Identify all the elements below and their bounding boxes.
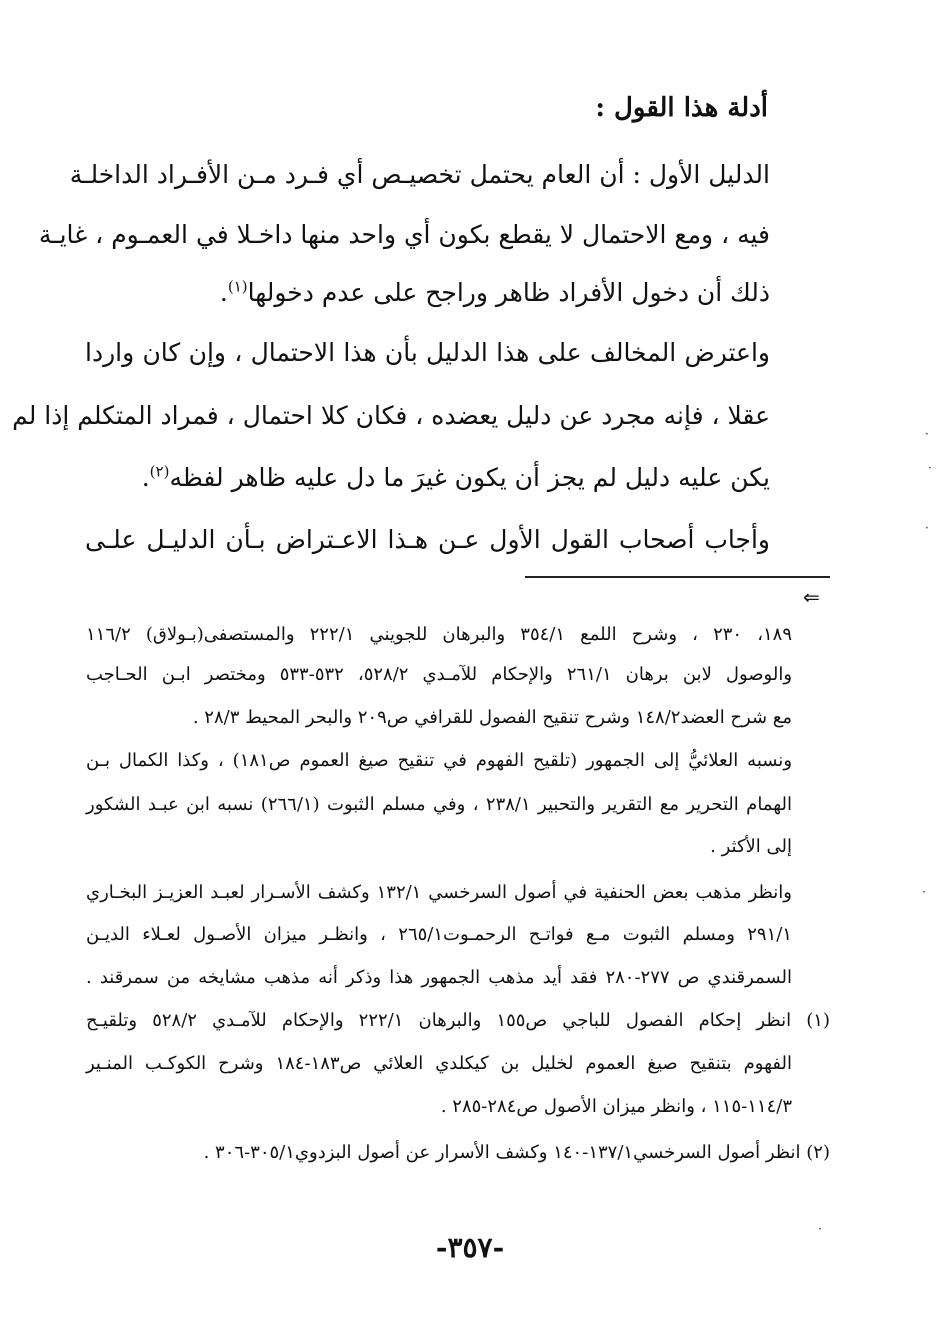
- scan-mark: ·: [818, 1222, 822, 1236]
- body-line-3-period: .: [219, 278, 228, 307]
- body-line-1: الدليل الأول : أن العام يحتمل تخصيـص أي فـرد مـن الأفـراد الداخلـة: [69, 160, 770, 189]
- footnote-line-5: الهمام التحرير مع التقرير والتحبير ٢٣٨/١ ، وفي مسلم الثبوت (٢٦٦/١) نسبه ابن عبـد الشكور: [86, 794, 792, 815]
- footnote-line-4: ونسبه العلائيُّ إلى الجمهور (تلقيح الفهوم في تنقيح صيغ العموم ص١٨١) ، وكذا الكمال بـن: [86, 750, 793, 771]
- body-line-2: فيه ، ومع الاحتمال لا يقطع بكون أي واحد منها داخـلا في العمـوم ، غايـة: [38, 220, 770, 249]
- footnote-line-9: السمرقندي ص ٢٧٧-٢٨٠ فقد أيد مذهب الجمهور هذا وذكر أنه مذهب مشايخه من سمرقند .: [86, 967, 792, 988]
- footnote-line-6: إلى الأكثر .: [710, 836, 792, 857]
- footnote-1-line-3: ١١٤/٣-١١٥ ، وانظر ميزان الأصول ص٢٨٤-٢٨٥ .: [440, 1096, 792, 1117]
- footnote-line-3: مع شرح العضد١٤٨/٢ وشرح تنقيح الفصول للقرافي ص٢٠٩ والبحر المحيط ٢٨/٣ .: [192, 707, 792, 728]
- scan-mark: ·: [922, 885, 926, 899]
- footnote-line-2: والوصول لابن برهان ٢٦١/١ والإحكام للآمـدي ٥٢٨/٢، ٥٣٢-٥٣٣ ومختصر ابـن الحـاجب: [86, 664, 793, 685]
- scan-mark: ·: [925, 427, 929, 441]
- body-line-3: [85, 273, 770, 313]
- footnote-2-line-1: (٢) انظر أصول السرخسي١٣٧/١-١٤٠ وكشف الأسرار عن أصول البزدوي٣٠٥/١-٣٠٦ .: [203, 1142, 830, 1163]
- footnote-line-8: ٢٩١/١ ومسلم الثبوت مـع فواتـح الرحمـوت٢٦٥/١ ، وانظـر ميزان الأصـول لعـلاء الديـن: [86, 924, 792, 945]
- section-heading: أدلة هذا القول :: [595, 93, 768, 123]
- body-line-4: واعترض المخالف على هذا الدليل بأن هذا الاحتمال ، وإن كان واردا: [85, 338, 770, 367]
- body-line-5: عقلا ، فإنه مجرد عن دليل يعضده ، فكان كلا احتمال ، فمراد المتكلم إذا لم: [12, 401, 770, 430]
- continuation-arrow-icon: ⇐: [803, 585, 820, 609]
- footnote-line-7: وانظر مذهب بعض الحنفية في أصول السرخسي ١٣٢/١ وكشف الأسـرار لعبـد العزيـز البخـاري: [86, 882, 792, 903]
- body-line-3-text: ذلك أن دخول الأفراد ظاهر وراجح على عدم دخولها: [247, 278, 770, 307]
- footnote-separator: [525, 576, 830, 578]
- footnote-ref-1: (١): [227, 277, 248, 296]
- body-line-7: وأجاب أصحاب القول الأول عـن هـذا الاعـتراض بـأن الدليـل علـى: [85, 525, 770, 554]
- body-line-6-text: يكن عليه دليل لم يجز أن يكون غيرَ ما دل عليه ظاهر لفظه: [169, 463, 770, 492]
- body-line-6-period: .: [141, 463, 150, 492]
- footnote-1-line-2: الفهوم بتنقيح صيغ العموم لخليل بن كيكلدي العلائي ص١٨٣-١٨٤ وشرح الكوكـب المنـير: [86, 1053, 792, 1074]
- body-line-6: [85, 458, 770, 498]
- scan-mark: ·: [928, 461, 932, 475]
- page-number: -٣٥٧-: [435, 1231, 505, 1264]
- footnote-1-line-1: (١) انظر إحكام الفصول للباجي ص١٥٥ والبرهان ٢٢٢/١ والإحكام للآمـدي ٥٢٨/٢ وتلقيـح: [86, 1010, 830, 1031]
- footnote-ref-2: (٢): [149, 462, 170, 481]
- footnote-line-1: ١٨٩، ٢٣٠ ، وشرح اللمع ٣٥٤/١ والبرهان للجويني ٢٢٢/١ والمستصفى(بـولاق) ١١٦/٢: [86, 624, 793, 645]
- scan-mark: ·: [925, 521, 929, 535]
